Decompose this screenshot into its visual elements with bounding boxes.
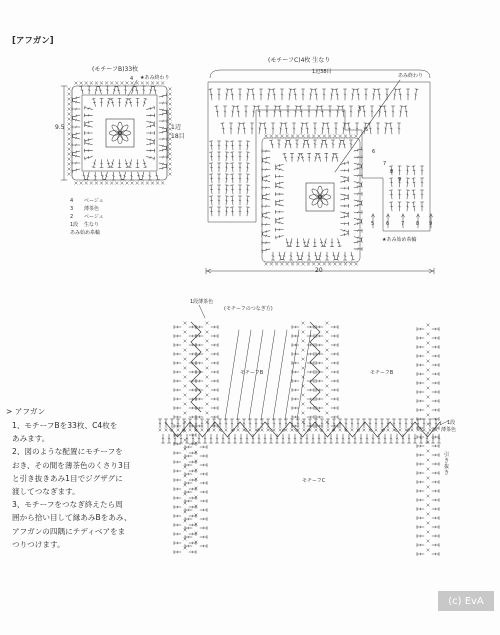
join-row1-label: 1段薄茶色: [190, 299, 214, 305]
section-title: [アフガン]: [12, 36, 54, 46]
motif-c-title: (モチーフC)4枚 生なり: [268, 57, 331, 64]
row-num-9: 9: [398, 177, 402, 183]
start-ring-label: あみ始め糸輪: [70, 230, 101, 236]
bottom-num-5: 5: [371, 221, 375, 227]
bottom-num-9: 9: [429, 221, 433, 227]
motif-b-height: 9.5: [55, 124, 65, 131]
row-4-marker: 4: [130, 76, 134, 82]
motif-c-end-label: あみ終わり: [398, 73, 424, 79]
motif-c-side-label: 1辺38目: [312, 69, 332, 75]
row-num-8: 8: [390, 169, 394, 175]
row-num-6: 6: [372, 149, 376, 155]
bottom-num-7: 7: [401, 221, 405, 227]
motif-b-left-label: モチーフB: [240, 370, 264, 376]
row1-right-label: 1段: [447, 420, 456, 426]
join-title: (モチーフのつなぎ方): [224, 306, 273, 312]
instruction-line: と引き抜きあみ1目でジグザグに: [12, 473, 123, 483]
instruction-line: 2、図のような配置にモチーフを: [12, 447, 123, 457]
instruction-line: 渡してつなぎます。: [12, 487, 80, 497]
joining-chart: [158, 305, 448, 556]
motif-b-right-label: モチーフB: [370, 370, 394, 376]
legend-row-4: 4: [70, 198, 74, 204]
watermark: (c) EvA: [438, 591, 494, 611]
legend-row-2: 2: [70, 214, 74, 220]
motif-c-width: 20: [315, 267, 323, 274]
legend-color-1: 生なり: [84, 222, 100, 228]
instruction-line: 3、モチーフをつなぎ終えたら周: [12, 500, 123, 510]
motif-c-join-label: モチーフC: [302, 478, 326, 484]
motif-b-title: (モチーフB)33枚: [92, 66, 139, 73]
instruction-line: おき、その間を薄茶色のくさり3目: [12, 460, 131, 470]
row-num-7: 7: [383, 161, 387, 167]
instruction-line: 1、モチーフBを33枚、C4枚を: [12, 421, 118, 430]
row-num-3: 3: [358, 107, 362, 113]
legend-color-3: 薄茶色: [84, 206, 100, 212]
slip-stitch-label: 引き抜き: [444, 452, 450, 476]
legend-color-2: ベージュ: [84, 214, 104, 220]
row1-right-color: 薄茶色: [441, 427, 457, 433]
bottom-num-6: 6: [386, 221, 390, 227]
legend-row-3: 3: [70, 206, 74, 212]
legend-row-1: 1段: [70, 222, 79, 228]
instruction-line: アフガンの四隅にテディベアをま: [12, 526, 126, 536]
motif-b-end-label: ★あみ終わり: [140, 75, 170, 81]
bottom-num-8: 8: [416, 221, 420, 227]
motif-b-chart: [61, 80, 171, 184]
motif-c-start-label: ★あみ始め糸輪: [382, 237, 417, 243]
row-num-5: 5: [365, 127, 369, 133]
instruction-line: つりつけます。: [12, 539, 65, 549]
motif-c-chart: [206, 70, 434, 274]
instructions-body: [12, 419, 142, 551]
instructions-heading: > アフガン: [6, 407, 46, 416]
legend-color-4: ベージュ: [84, 198, 104, 204]
instruction-line: 囲から拾い目して縁あみBをあみ、: [12, 513, 132, 523]
motif-b-side-label: 1辺: [171, 124, 181, 131]
instruction-line: あみます。: [12, 434, 50, 444]
motif-b-side-count: 18目: [171, 133, 185, 140]
